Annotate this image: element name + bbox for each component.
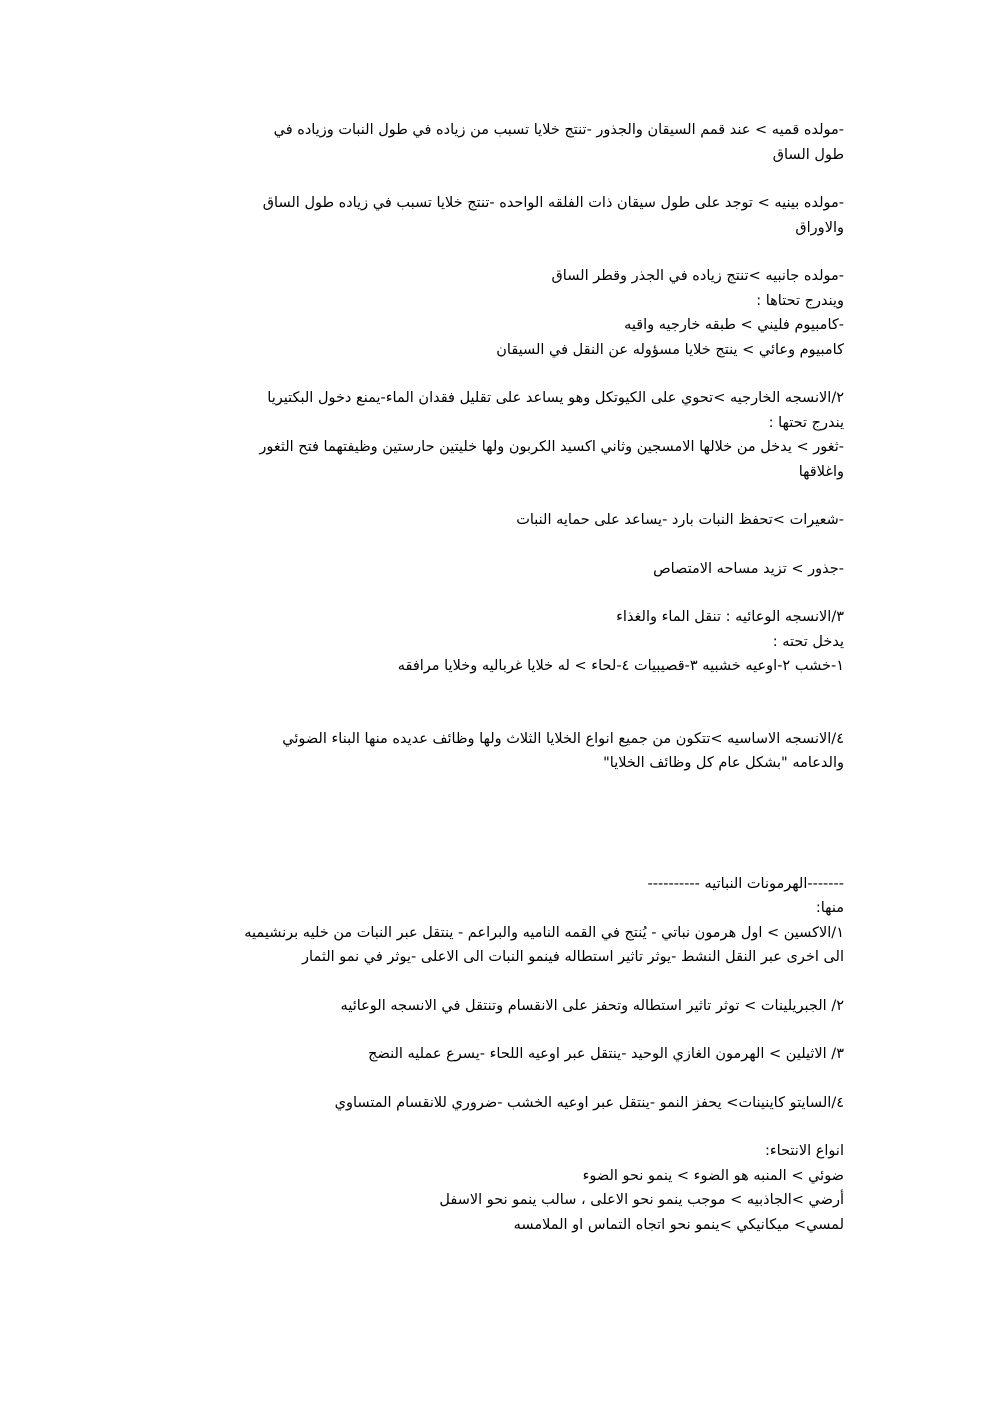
document-body [144, 118, 844, 1237]
text-line: الى اخرى عبر النقل النشط -يوثر تاثير استطاله فينمو النبات الى الاعلى -يوثر في نمو الثمار [302, 949, 844, 965]
text-line: انواع الانتحاء: [764, 1143, 844, 1159]
text-line: -كامبيوم فليني > طبقه خارجيه واقيه [624, 317, 844, 333]
text-line: -شعيرات >تحفظ النبات بارد -يساعد على حمايه النبات [516, 512, 844, 528]
text-line: لمسي> ميكانيكي >ينمو نحو اتجاه التماس او الملامسه [513, 1216, 844, 1233]
text-line: -ثغور > يدخل من خلالها الامسجين وثاني اكسيد الكربون ولها خليتين حارستين وظيفتهما فتح الثغور [259, 439, 844, 455]
text-line: كامبيوم وعائي > ينتج خلايا مسؤوله عن النقل في السيقان [496, 341, 844, 358]
text-line: منها: [815, 900, 844, 916]
paragraph-ethylene [144, 1042, 844, 1067]
text-line: يدخل تحته : [772, 633, 844, 650]
paragraph-plant-hormones [144, 872, 844, 970]
text-line: -مولده قميه > عند قمم السيقان والجذور -تنتج خلايا تسبب من زياده في طول النبات وزياده في [273, 122, 844, 138]
paragraph-tropisms [144, 1139, 844, 1237]
section-heading: -------الهرمونات النباتيه ---------- [647, 875, 844, 892]
text-line: ٣/الانسجه الوعائيه : تنقل الماء والغذاء [616, 609, 844, 625]
text-line: ٢/ الجبريلينات > توثر تاثير استطاله وتحفز على الانقسام وتنتقل في الانسجه الوعائيه [340, 997, 844, 1014]
text-line: ٣/ الاثيلين > الهرمون الغازي الوحيد -ينتقل عبر اوعيه اللحاء -يسرع عمليه النضج [368, 1046, 844, 1062]
text-line: يندرج تحتها : [768, 414, 844, 431]
text-line: ٤/السايتو كاينينات> يحفز النمو -ينتقل عبر اوعيه الخشب -ضروري للانقسام المتساوي [334, 1094, 844, 1111]
paragraph-vascular-tissue [144, 605, 844, 679]
text-line: ضوئي > المنبه هو الضوء > ينمو نحو الضوء [582, 1167, 844, 1184]
paragraph-hairs [144, 508, 844, 533]
paragraph-intercalary-meristem [144, 191, 844, 240]
paragraph-cytokinins [144, 1091, 844, 1116]
paragraph-lateral-meristem [144, 264, 844, 362]
paragraph-apical-meristem [144, 118, 844, 167]
text-line: أرضي >الجاذبيه > موجب ينمو نحو الاعلى ، سالب ينمو نحو الاسفل [439, 1192, 844, 1208]
paragraph-gibberellins [144, 994, 844, 1019]
text-line: ١-خشب ٢-اوعيه خشبيه ٣-قصيبيات ٤-لحاء > له خلايا غرباليه وخلايا مرافقه [397, 658, 844, 674]
text-line: ٢/الانسجه الخارجيه >تحوي على الكيوتكل وهو يساعد على تقليل فقدان الماء-يمنع دخول البكتيريا [267, 390, 844, 406]
text-line: -جذور > تزيد مساحه الامتصاص [653, 560, 844, 577]
text-line: واغلاقها [798, 463, 844, 480]
text-line: ٤/الانسجه الاساسيه >تتكون من جميع انواع الخلايا الثلاث ولها وظائف عديده منها البناء الضوئي [282, 730, 844, 747]
text-line: والاوراق [795, 219, 844, 236]
text-line: ١/الاكسين > اول هرمون نباتي - يُنتج في القمه الناميه والبراعم - ينتقل عبر النبات من خليه برنشيميه [244, 924, 844, 941]
text-line: طول الساق [772, 146, 844, 163]
paragraph-ground-tissue [144, 727, 844, 776]
paragraph-dermal-tissue [144, 386, 844, 484]
text-line: -مولده جانبيه >تنتج زياده في الجذر وقطر الساق [551, 268, 844, 284]
text-line: -مولده بينيه > توجد على طول سيقان ذات الفلقه الواحده -تنتج خلايا تسبب في زياده طول الساق [262, 195, 844, 211]
text-line: والدعامه "بشكل عام كل وظائف الخلايا" [603, 755, 844, 771]
text-line: ويندرج تحتاها : [756, 292, 844, 309]
paragraph-roots [144, 557, 844, 582]
